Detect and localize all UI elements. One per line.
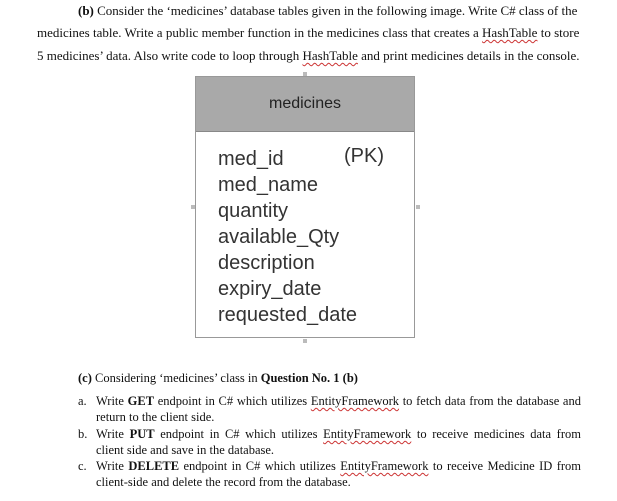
text: endpoint in C# which utilizes	[154, 394, 311, 408]
field: quantity	[218, 200, 289, 222]
text: medicines table. Write a public member function in the medicines class that creates a	[37, 25, 483, 40]
text: Write	[96, 394, 128, 408]
text: to receive Medicine ID from client-side and delete the record from the database.	[96, 459, 581, 489]
resize-handle	[303, 339, 307, 343]
item-letter: a.	[78, 394, 87, 408]
field: med_name	[218, 174, 319, 196]
http-method: GET	[127, 394, 155, 408]
question-b-line-2	[37, 25, 579, 41]
text: endpoint in C# which utilizes	[154, 427, 324, 441]
entityframework-term: EntityFramework	[340, 459, 429, 473]
text: Consider the ‘medicines’ database tables given in the following image. Write C# class of the	[93, 3, 578, 18]
field: requested_date	[218, 304, 358, 326]
question-b-label: (b)	[78, 3, 94, 18]
question-b-line-3	[37, 48, 580, 64]
text: endpoint in C# which utilizes	[179, 459, 341, 473]
field: expiry_date	[218, 278, 322, 300]
field: available_Qty	[218, 226, 340, 248]
item-letter: c.	[78, 459, 87, 473]
hashtable-term: HashTable	[482, 25, 538, 40]
entityframework-term: EntityFramework	[323, 427, 412, 441]
text: to store	[537, 25, 580, 40]
list-item	[78, 426, 581, 458]
list-item	[78, 458, 581, 490]
field: description	[218, 252, 315, 274]
list-item	[78, 393, 581, 425]
text: to fetch data from the database and return to the client side.	[96, 394, 581, 424]
question-c-intro	[78, 371, 358, 386]
resize-handle	[416, 205, 420, 209]
medicines-table-diagram	[195, 76, 415, 338]
entityframework-term: EntityFramework	[310, 394, 400, 408]
text: 5 medicines’ data. Also write code to loop through	[37, 48, 303, 63]
question-reference: Question No. 1 (b)	[260, 371, 358, 385]
question-c-label: (c)	[78, 371, 92, 385]
hashtable-term: HashTable	[302, 48, 358, 63]
field: med_id	[218, 148, 284, 170]
primary-key-label: (PK)	[344, 145, 384, 167]
http-method: DELETE	[128, 459, 180, 473]
http-method: PUT	[129, 427, 155, 441]
table-header: medicines	[196, 77, 414, 132]
question-b-line-1	[78, 3, 577, 19]
text: Considering ‘medicines’ class in	[91, 371, 261, 385]
text: Write	[96, 459, 129, 473]
text: Write	[96, 427, 130, 441]
text: to receive medicines data from client side and save in the database.	[96, 427, 581, 457]
item-letter: b.	[78, 427, 88, 441]
resize-handle	[303, 72, 307, 76]
resize-handle	[191, 205, 195, 209]
text: and print medicines details in the console.	[357, 48, 580, 63]
